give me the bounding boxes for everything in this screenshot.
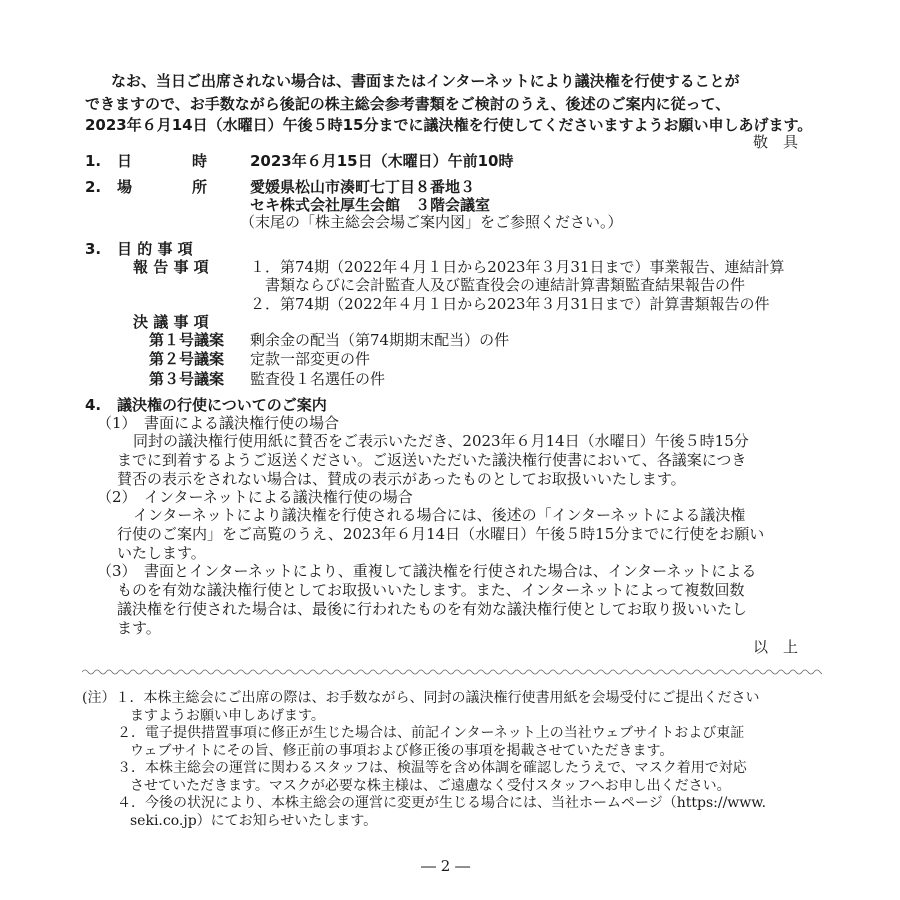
item-3-label: 目 的 事 項 bbox=[117, 240, 193, 258]
voting-internet-line-3: いたします。 bbox=[117, 544, 206, 562]
proposal-1-text: 剰余金の配当（第74期期末配当）の件 bbox=[250, 331, 510, 349]
note-2-line-2: ウェブサイトにその旨、修正前の事項および修正後の事項を掲載させていただきます。 bbox=[130, 743, 674, 759]
intro-line-2: できますので、お手数ながら後記の株主総会参考書類をご検討のうえ、後述のご案内に従って、 bbox=[85, 95, 731, 113]
voting-section-title: 議決権の行使についてのご案内 bbox=[117, 396, 327, 414]
closing-ijo: 以 上 bbox=[753, 638, 799, 656]
voting-written-title: （1） 書面による議決権行使の場合 bbox=[97, 414, 340, 432]
proposal-2-text: 定款一部変更の件 bbox=[250, 350, 371, 368]
proposal-2-label: 第２号議案 bbox=[149, 350, 225, 368]
note-3-line-1: ３．本株主総会の運営に関わるスタッフは、検温等を含め体調を確認したうえで、マスク着用で対応 bbox=[117, 760, 747, 776]
venue-name: セキ株式会社厚生会館 ３階会議室 bbox=[250, 196, 491, 214]
report-item-1-line-1: １．第74期（2022年４月１日から2023年３月31日まで）事業報告、連結計算 bbox=[250, 258, 785, 276]
item-2-label: 場 所 bbox=[117, 178, 208, 196]
voting-duplicate-line-2: ものを有効な議決権行使としてお取扱いいたします。また、インターネットによって複数回数 bbox=[117, 581, 745, 599]
closing-keigu: 敬 具 bbox=[753, 133, 799, 151]
report-items-label: 報 告 事 項 bbox=[133, 258, 209, 276]
resolution-items-label: 決 議 事 項 bbox=[133, 313, 209, 331]
note-4-line-2: seki.co.jp）にてお知らせいたします。 bbox=[130, 813, 378, 829]
item-1-label: 日 時 bbox=[117, 152, 208, 170]
item-2-number: 2. bbox=[85, 178, 102, 196]
note-1-line-2: ますようお願い申しあげます。 bbox=[130, 708, 325, 724]
voting-internet-line-1: インターネットにより議決権を行使される場合には、後述の「インターネットによる議決権 bbox=[133, 506, 746, 524]
voting-internet-title: （2） インターネットによる議決権行使の場合 bbox=[97, 488, 413, 506]
voting-duplicate-line-4: ます。 bbox=[117, 619, 161, 637]
note-2-line-1: ２．電子提供措置事項に修正が生じた場合は、前記インターネット上の当社ウェブサイトおよび東証 bbox=[117, 725, 745, 741]
voting-written-line-1: 同封の議決権行使用紙に賛否をご表示いただき、2023年６月14日（水曜日）午後５時15分 bbox=[133, 432, 749, 450]
report-item-1-line-2: 書類ならびに会計監査人及び監査役会の連結計算書類監査結果報告の件 bbox=[265, 276, 746, 294]
intro-line-3: 2023年６月14日（水曜日）午後５時15分までに議決権を行使してくださいますようお願い申しあげます。 bbox=[85, 116, 813, 134]
proposal-3-text: 監査役１名選任の件 bbox=[250, 370, 386, 388]
note-4-line-1: ４．今後の状況により、本株主総会の運営に変更が生じる場合には、当社ホームページ（https://www. bbox=[117, 795, 767, 811]
note-3-line-2: させていただきます。マスクが必要な株主様は、ご遠慮なく受付スタッフへお申し出ください。 bbox=[130, 778, 731, 794]
voting-written-line-3: 賛否の表示をされない場合は、賛成の表示があったものとしてお取扱いいたします。 bbox=[117, 470, 686, 488]
voting-internet-line-2: 行使のご案内」をご高覧のうえ、2023年６月14日（水曜日）午後５時15分までに行使をお願い bbox=[117, 525, 765, 543]
item-4-number: 4. bbox=[85, 396, 102, 414]
intro-line-1: なお、当日ご出席されない場合は、書面またはインターネットにより議決権を行使することが bbox=[111, 72, 740, 90]
venue-note: （末尾の「株主総会会場ご案内図」をご参照ください。） bbox=[240, 213, 623, 231]
item-3-number: 3. bbox=[85, 240, 102, 258]
proposal-1-label: 第１号議案 bbox=[149, 331, 225, 349]
item-1-number: 1. bbox=[85, 152, 102, 170]
page-number: ― 2 ― bbox=[421, 857, 471, 875]
meeting-date: 2023年６月15日（木曜日）午前10時 bbox=[250, 152, 514, 170]
note-1-line-1: (注）１．本株主総会にご出席の際は、お手数ながら、同封の議決権行使書用紙を会場受付にご提出ください bbox=[82, 690, 760, 706]
venue-address: 愛媛県松山市湊町七丁目８番地３ bbox=[250, 178, 476, 196]
report-item-2: ２．第74期（2022年４月１日から2023年３月31日まで）計算書類報告の件 bbox=[250, 295, 770, 313]
voting-duplicate-line-1: （3） 書面とインターネットにより、重複して議決権を行使された場合は、インターネットによる bbox=[97, 562, 757, 580]
proposal-3-label: 第３号議案 bbox=[149, 370, 225, 388]
voting-duplicate-line-3: 議決権を行使された場合は、最後に行われたものを有効な議決権行使としてお取り扱いいたし bbox=[117, 600, 748, 618]
wavy-divider bbox=[82, 668, 822, 676]
voting-written-line-2: までに到着するようご返送ください。ご返送いただいた議決権行使書において、各議案につき bbox=[117, 451, 747, 469]
